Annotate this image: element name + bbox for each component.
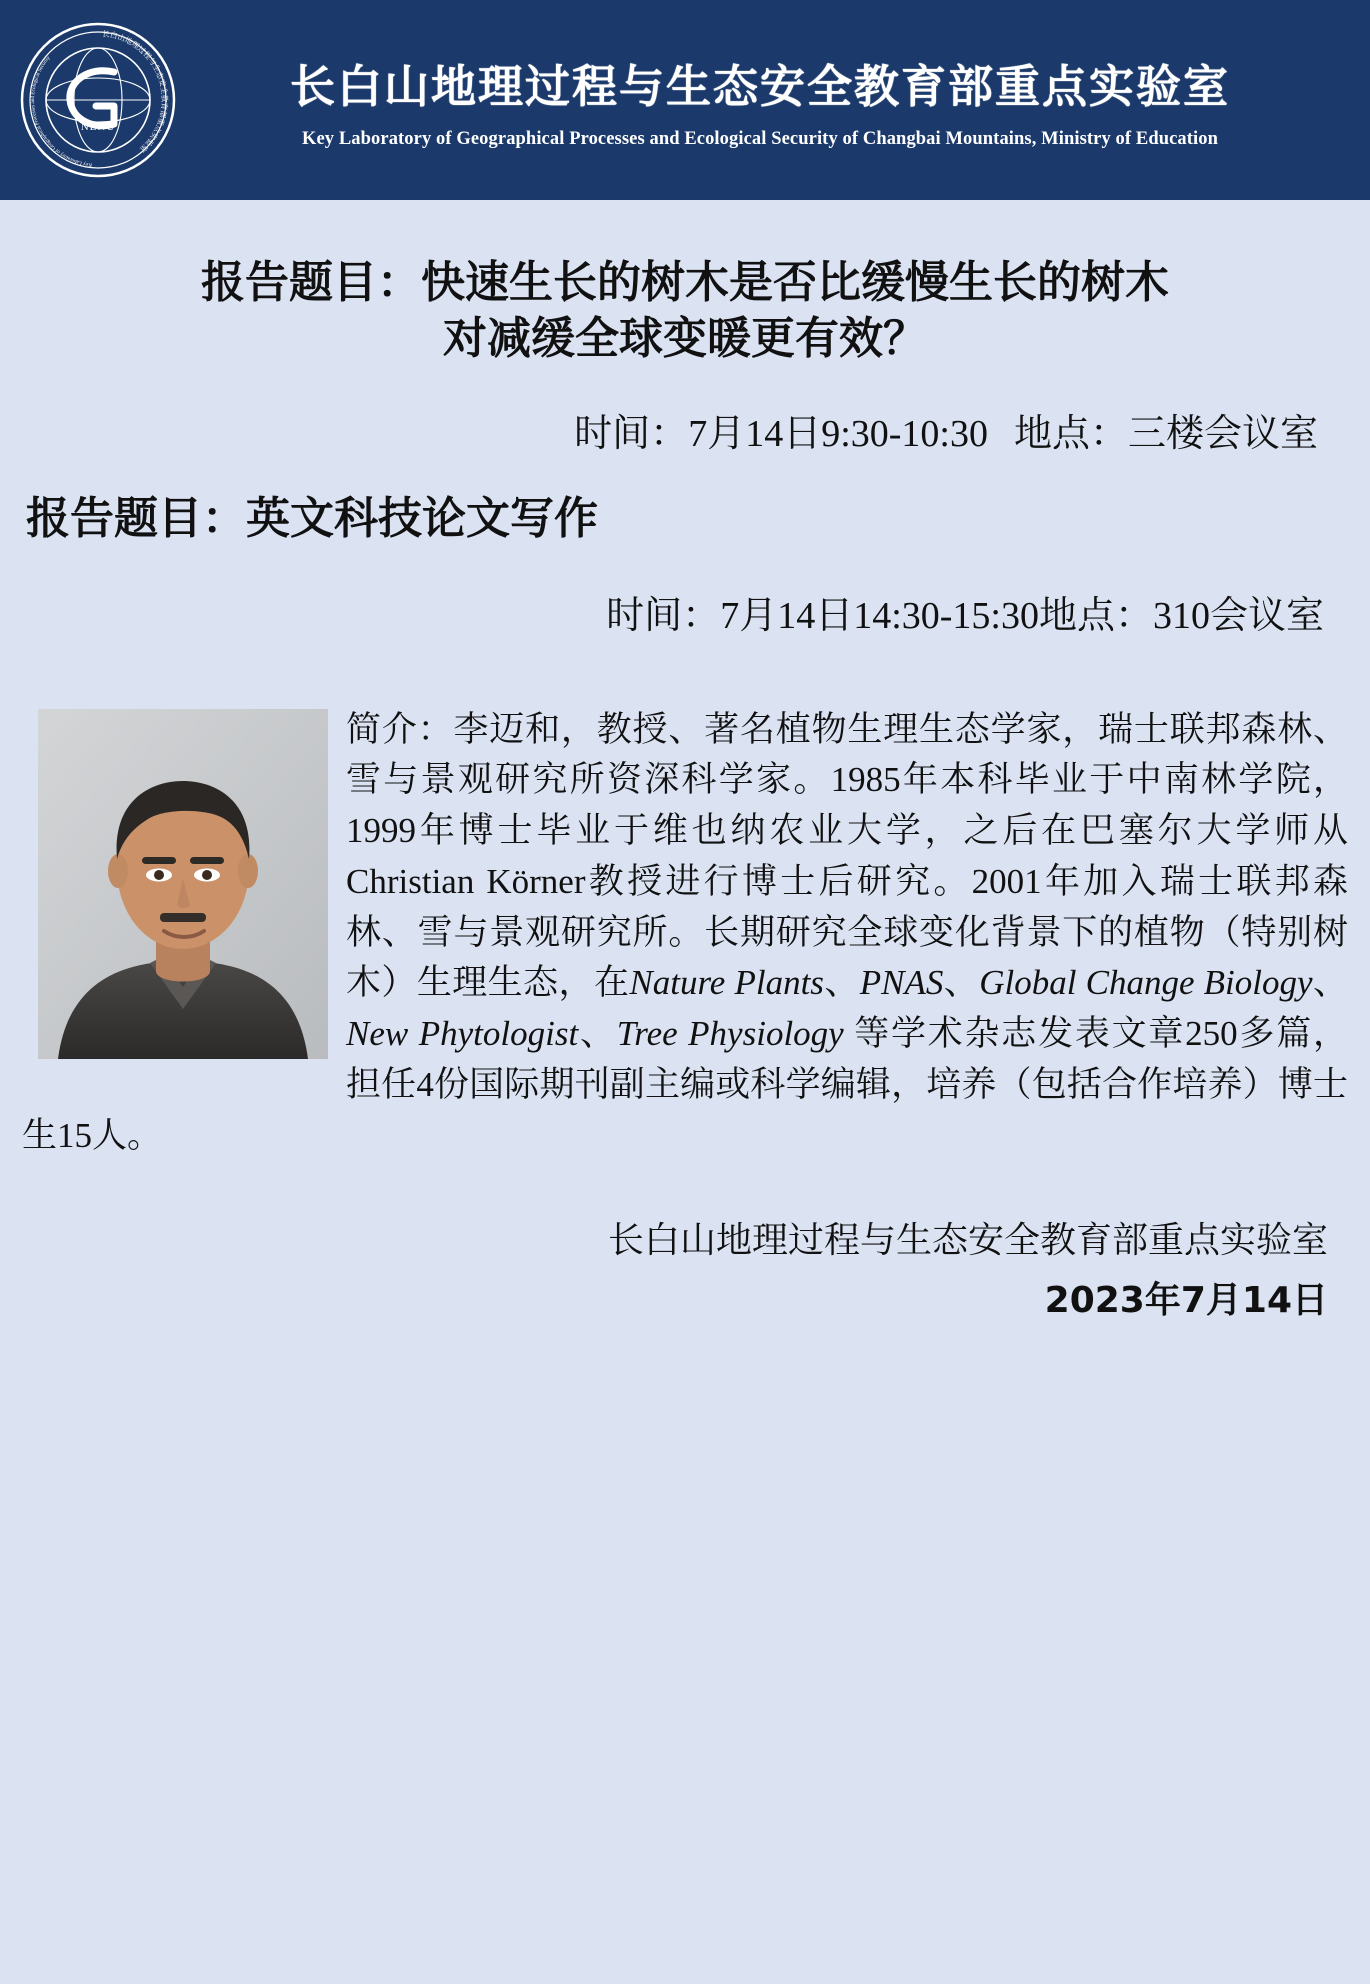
bio-sep-2: 、 [943,963,980,1003]
talk-two-title [22,491,1348,546]
talk-one-meta [22,402,1348,457]
talk-two-time-label: 时间： [606,594,721,637]
talk-two-block [22,491,1348,639]
journal-tree-physiology: Tree Physiology [616,1014,844,1054]
bio-part-one: ，教授、著名植物生理生态学家，瑞士联邦森林、雪与景观研究所资深科学家。1985年本科毕业于中南林学院，1999年博士毕业于维也纳农业大学，之后在巴塞尔大学师从Christian Körner教授进行博士后研究。2001年加入瑞士联邦森林、 [346,709,1348,952]
journal-global-change-biology: Global Change Biology [979,963,1313,1003]
talk-two-time-value: 7月14日14:30-15:30 [720,594,1039,637]
bio-sep-1: 、 [823,963,860,1003]
header-title-group [178,50,1352,150]
talk-one-time-value: 7月14日9:30-10:30 [688,412,988,455]
talk-two-place-value: 310会议室 [1152,594,1324,637]
bio-sep-4: 、 [578,1014,617,1054]
journal-pnas: PNAS [859,963,944,1003]
talk-two-title-text: 英文科技论文写作 [246,492,598,544]
talk-one-label: 报告题目： [201,257,421,308]
talk-one-place-label: 地点： [1013,412,1128,455]
footer-date: 2023年7月14日 [1044,1280,1328,1322]
talk-two-place-label: 地点： [1038,594,1153,637]
talk-one-place-value: 三楼会议室 [1127,412,1318,455]
bio-intro-label: 简介： [346,709,454,749]
header-title-cn: 长白山地理过程与生态安全教育部重点实验室 [289,60,1230,113]
speaker-portrait [38,709,328,1059]
talk-one-block [22,255,1348,457]
talk-two-meta [22,584,1348,639]
talk-one-title-line1: 快速生长的树木是否比缓慢生长的树木 [421,257,1169,308]
page-header [0,0,1370,200]
poster-content [0,255,1370,1323]
header-title-en: Key Laboratory of Geographical Processes and Ecological Security of Changbai Mountains, Ministry of Education [301,129,1219,149]
journal-new-phytologist: New Phytologist [346,1014,579,1054]
speaker-bio-section [22,705,1348,1162]
svg-text:Key Laboratory of Geographical: Key Laboratory of Geographical Processes and Ecological Security [29,55,93,168]
bio-part-two: 雪与景观研究所。长期研究全球变化背景下的植物（特别树木）生理生态，在 [346,912,1348,1003]
talk-one-title-line2: 对减缓全球变暖更有效？ [443,313,927,365]
talk-two-label: 报告题目： [26,492,246,544]
journal-nature-plants: Nature Plants [629,963,824,1003]
footer-organization: 长白山地理过程与生态安全教育部重点实验室 [607,1220,1328,1261]
bio-speaker-name: 李迈和 [453,709,561,749]
talk-one-time-label: 时间： [574,412,689,455]
bio-part-three: 等学术杂志发表文章250多篇，担任4份国际期刊副主编或科学编辑，培养（包括合作培养）博士生15人。 [22,1014,1348,1155]
svg-text:NENU: NENU [80,121,116,133]
laboratory-logo-icon [18,20,178,180]
svg-text:长白山地理过程与生态安全教育部重点实验室: 长白山地理过程与生态安全教育部重点实验室 [101,29,170,155]
bio-sep-3: 、 [1312,963,1348,1003]
talk-one-title [22,255,1348,368]
poster-footer [22,1217,1348,1323]
